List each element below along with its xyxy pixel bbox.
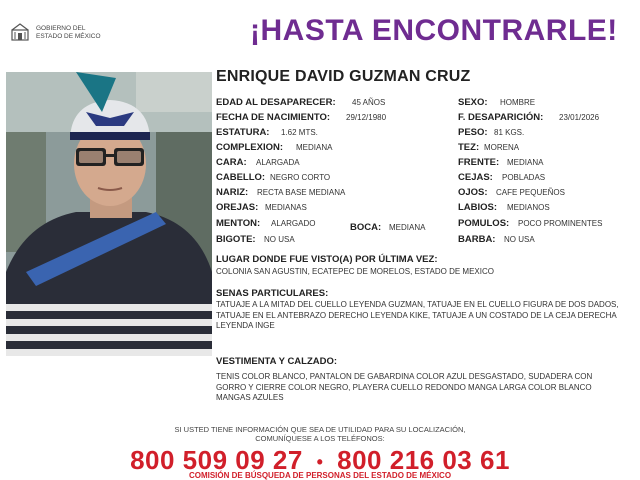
logo-line-2: ESTADO DE MÉXICO bbox=[36, 33, 101, 40]
sexo-value: HOMBRE bbox=[500, 98, 536, 107]
peso-value: 81 KGS. bbox=[494, 128, 525, 137]
cejas-label: CEJAS: bbox=[458, 172, 493, 183]
labios-value: MEDIANOS bbox=[507, 203, 550, 212]
commission-name: COMISIÓN DE BÚSQUEDA DE PERSONAS DEL ESTADO DE MÉXICO bbox=[188, 471, 452, 480]
estatura-value: 1.62 MTS. bbox=[281, 128, 318, 137]
nariz-label: NARIZ: bbox=[216, 187, 249, 198]
cara-label: CARA: bbox=[216, 157, 247, 168]
fdesap-label: F. DESAPARICIÓN: bbox=[458, 112, 544, 123]
ojos-value: CAFE PEQUEÑOS bbox=[496, 188, 565, 197]
barba-label: BARBA: bbox=[458, 234, 496, 245]
pomulos-value: POCO PROMINENTES bbox=[518, 219, 603, 228]
cabello-value: NEGRO CORTO bbox=[270, 173, 331, 182]
nacimiento-label: FECHA DE NACIMIENTO: bbox=[216, 112, 330, 123]
edad-label: EDAD AL DESAPARECER: bbox=[216, 97, 336, 108]
cabello-label: CABELLO: bbox=[216, 172, 266, 183]
menton-value: ALARGADO bbox=[271, 219, 316, 228]
complexion-value: MEDIANA bbox=[296, 143, 333, 152]
boca-value: MEDIANA bbox=[389, 223, 426, 232]
contact-note-line-1: SI USTED TIENE INFORMACIÓN QUE SEA DE UTILIDAD PARA SU LOCALIZACIÓN, bbox=[174, 425, 466, 434]
particulares-label: SENAS PARTICULARES: bbox=[216, 288, 329, 299]
contact-note-line-2: COMUNÍQUESE A LOS TELÉFONOS: bbox=[255, 434, 385, 443]
phone-number-1[interactable]: 800 509 09 27 bbox=[130, 445, 303, 475]
pomulos-label: POMULOS: bbox=[458, 218, 510, 229]
barba-value: NO USA bbox=[504, 235, 535, 244]
logo-text bbox=[36, 25, 101, 41]
phone-separator: • bbox=[316, 451, 324, 472]
person-photo bbox=[6, 72, 212, 356]
tez-value: MORENA bbox=[484, 143, 520, 152]
location-label: LUGAR DONDE FUE VISTO(A) POR ÚLTIMA VEZ: bbox=[216, 254, 438, 265]
person-name: ENRIQUE DAVID GUZMAN CRUZ bbox=[216, 68, 471, 85]
phone-number-2[interactable]: 800 216 03 61 bbox=[337, 445, 510, 475]
cara-value: ALARGADA bbox=[256, 158, 300, 167]
menton-label: MENTON: bbox=[216, 218, 261, 229]
state-emblem-icon bbox=[10, 22, 30, 42]
logo-line-1: GOBIERNO DEL bbox=[36, 25, 86, 32]
bigote-value: NO USA bbox=[264, 235, 295, 244]
headline: ¡HASTA ENCONTRARLE! bbox=[250, 14, 618, 47]
nariz-value: RECTA BASE MEDIANA bbox=[257, 188, 346, 197]
cejas-value: POBLADAS bbox=[502, 173, 546, 182]
person-photo-illustration bbox=[6, 72, 212, 356]
ojos-label: OJOS: bbox=[458, 187, 488, 198]
edad-value: 45 AÑOS bbox=[352, 98, 386, 107]
estatura-label: ESTATURA: bbox=[216, 127, 270, 138]
boca-label: BOCA: bbox=[350, 222, 382, 233]
tez-label: TEZ: bbox=[458, 142, 480, 153]
location-value: COLONIA SAN AGUSTIN, ECATEPEC DE MORELOS, ESTADO DE MEXICO bbox=[216, 267, 494, 276]
orejas-label: OREJAS: bbox=[216, 202, 259, 213]
frente-value: MEDIANA bbox=[507, 158, 544, 167]
particulares-value: TATUAJE A LA MITAD DEL CUELLO LEYENDA GUZMAN, TATUAJE EN EL CUELLO FIGURA DE DOS DADOS, TATUAJE EN EL ANTEBRAZO DERECHO LEYENDA KIKE, TATUAJE A UN COSTADO DE LA CEJA DERECHA LEYENDA INGE bbox=[216, 300, 619, 330]
peso-label: PESO: bbox=[458, 127, 488, 138]
complexion-label: COMPLEXION: bbox=[216, 142, 284, 153]
vestimenta-label: VESTIMENTA Y CALZADO: bbox=[216, 356, 338, 367]
vestimenta-value: TENIS COLOR BLANCO, PANTALON DE GABARDINA COLOR AZUL DESGASTADO, SUDADERA CON GORRO Y CIERRE COLOR NEGRO, PLAYERA CUELLO REDONDO MANGA LARGA COLOR BLANCO MANGAS AZULES bbox=[216, 372, 593, 402]
sexo-label: SEXO: bbox=[458, 97, 488, 108]
frente-label: FRENTE: bbox=[458, 157, 500, 168]
contact-note bbox=[0, 425, 640, 443]
labios-label: LABIOS: bbox=[458, 202, 498, 213]
fdesap-value: 23/01/2026 bbox=[559, 113, 600, 122]
orejas-value: MEDIANAS bbox=[265, 203, 307, 212]
government-logo bbox=[10, 22, 120, 44]
bigote-label: BIGOTE: bbox=[216, 234, 256, 245]
nacimiento-value: 29/12/1980 bbox=[346, 113, 387, 122]
